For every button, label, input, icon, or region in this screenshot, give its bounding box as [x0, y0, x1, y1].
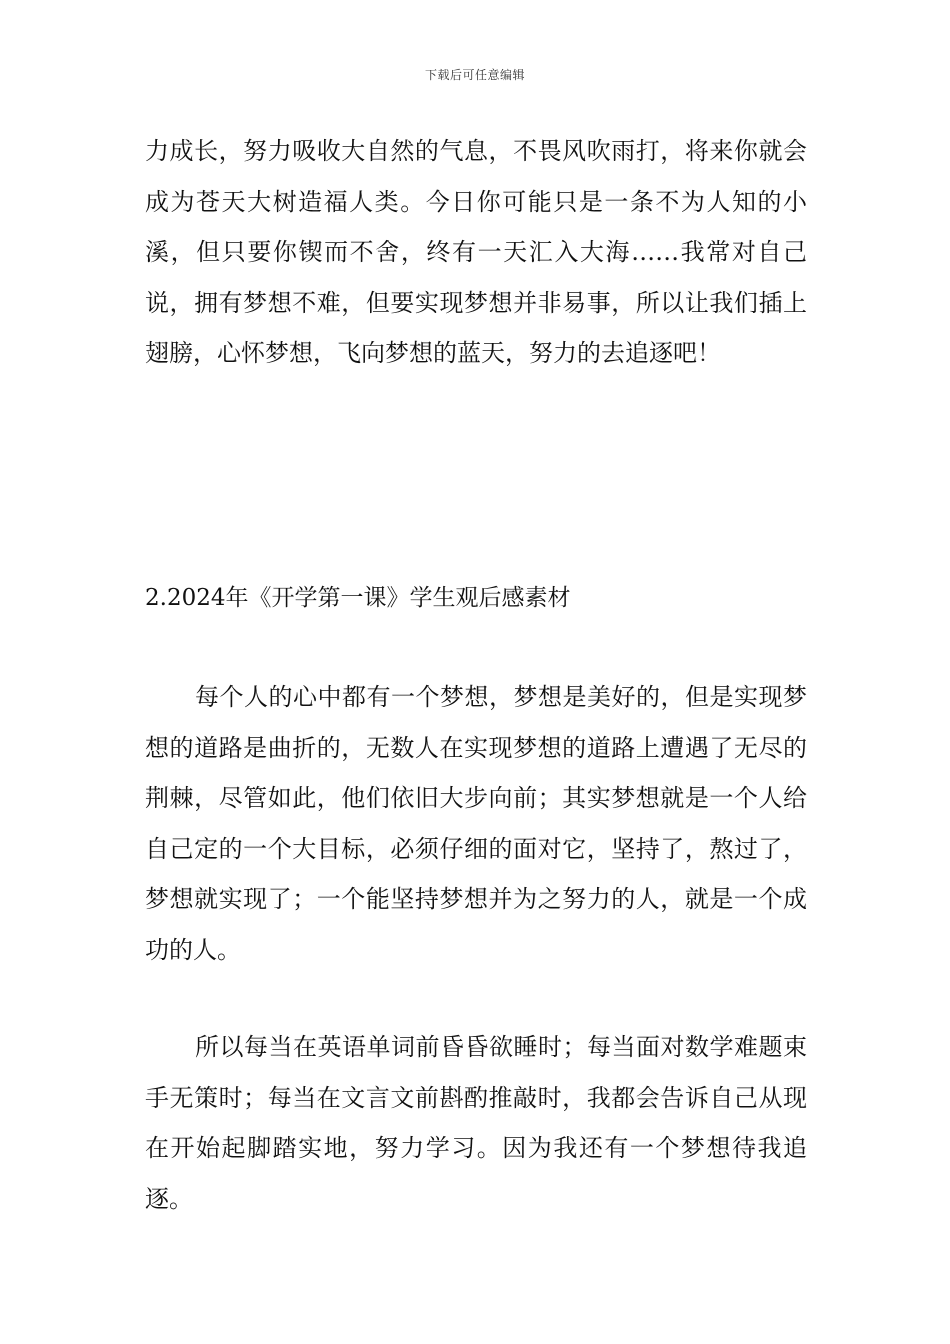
page-header: 下载后可任意编辑 [424, 68, 525, 82]
section-heading: 2.2024年《开学第一课》学生观后感素材 [145, 585, 571, 611]
paragraph-dream: 每个人的心中都有一个梦想，梦想是美好的，但是实现梦想的道路是曲折的，无数人在实现梦想的道路上遭遇了无尽的荆棘，尽管如此，他们依旧大步向前；其实梦想就是一个人给自己定的一个大目标，必须仔细的面对它，坚持了，熬过了，梦想就实现了；一个能坚持梦想并为之努力的人，就是一个成功的人。 [145, 683, 807, 964]
paragraph-study: 所以每当在英语单词前昏昏欲睡时；每当面对数学难题束手无策时；每当在文言文前斟酌推敲时，我都会告诉自己从现在开始起脚踏实地，努力学习。因为我还有一个梦想待我追逐。 [145, 1033, 807, 1213]
paragraph-continuation: 力成长，努力吸收大自然的气息，不畏风吹雨打，将来你就会成为苍天大树造福人类。今日你可能只是一条不为人知的小溪，但只要你锲而不舍，终有一天汇入大海……我常对自己说，拥有梦想不难，但要实现梦想并非易事，所以让我们插上翅膀，心怀梦想，飞向梦想的蓝天，努力的去追逐吧！ [145, 137, 807, 367]
